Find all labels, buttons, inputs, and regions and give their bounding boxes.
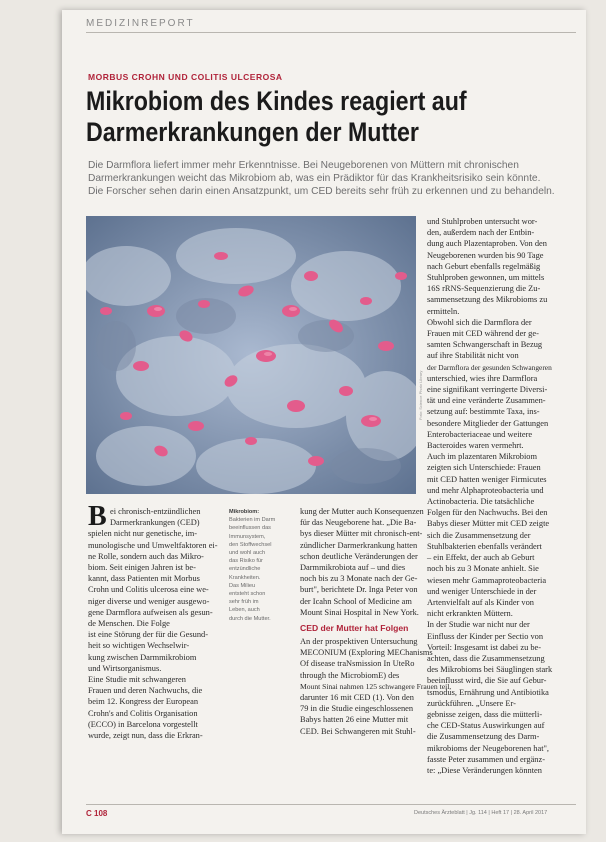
body-line: eine signifikant verringerte Diversi-	[427, 385, 548, 395]
body-line: der Icahn School of Medicine am	[300, 596, 412, 606]
body-line: Crohn und Colitis ulcerosa eine we-	[88, 585, 209, 595]
body-line: samten Schwangerschaft in Bezug	[427, 340, 543, 350]
body-line: Darmerkrankungen (CED)	[110, 518, 200, 528]
body-line: besondere Mitglieder der Gattungen	[427, 418, 549, 428]
microbiome-image	[86, 216, 416, 494]
body-line: tät und eine veränderte Zusammen-	[427, 396, 546, 406]
sidebar-line: und wohl auch	[229, 550, 266, 557]
body-line: spielen nicht nur genetische, im-	[88, 529, 198, 539]
body-line: und mehr Alphaproteobacteria und	[427, 485, 544, 495]
body-line: auf ihre Stabilität nicht von	[427, 351, 519, 361]
body-line: Of disease traNsmission In UteRo	[300, 659, 415, 669]
body-line: heit so wichtigen Wechselwir-	[88, 641, 190, 651]
body-line: – ein Effekt, der auch ab Geburt	[427, 553, 535, 563]
headline-line-1: Mikrobiom des Kindes reagiert auf	[86, 86, 467, 116]
body-line: An der prospektiven Untersuchung	[300, 637, 418, 647]
article-column-1	[88, 501, 218, 741]
body-line: achten, dass die Zusammensetzung	[427, 653, 545, 663]
body-line: für das Neugeborene hat. „Die Ba-	[300, 518, 417, 528]
body-line: und Wirtsorganismus.	[88, 663, 162, 673]
body-line: MECONIUM (Exploring MEChanisms	[300, 648, 433, 658]
body-line: ist eine Störung der für die Gesund-	[88, 630, 209, 640]
article-column-2	[300, 506, 452, 737]
body-line: wiesen mehr Gammaproteobacteria	[427, 575, 547, 585]
body-line: und Stuhlproben untersucht wor-	[427, 217, 538, 226]
lead-line: Die Forscher sehen darin einen Ansatzpunkt, um CED bereits sehr früh zu erkennen und zu behandeln.	[88, 186, 555, 197]
body-line: zurückführen. „Unsere Er-	[427, 698, 516, 708]
body-line: kannt, dass Patienten mit Morbus	[88, 574, 200, 584]
body-line: und weniger Unterschiede in der	[427, 586, 537, 596]
section-label: MEDIZINREPORT	[86, 18, 195, 29]
body-line: Obwohl sich die Darmflora der	[427, 317, 532, 327]
body-line: nach Geburt ebenfalls regelmäßig	[427, 261, 541, 271]
body-line: kung zwischen Darmmikrobiom	[88, 652, 197, 662]
headline-line-2: Darmerkrankungen der Mutter	[86, 117, 419, 147]
body-line: gene Darmflora aufweisen als gesun-	[88, 607, 213, 617]
body-line: tsmodus, Ernährung und Antibiotika	[427, 687, 549, 697]
body-line: Vorteil: Insgesamt ist dabei zu be-	[427, 642, 542, 652]
body-line: Crohn's and Colitis Organisation	[88, 708, 198, 718]
publication-source: Deutsches Ärzteblatt | Jg. 114 | Heft 17 | 28. April 2017	[414, 810, 548, 816]
body-line: burt", berichtete Dr. Inga Peter von	[300, 585, 418, 595]
article-column-3	[427, 216, 577, 776]
body-line: Einfluss der Kinder per Sectio von	[427, 631, 544, 641]
body-line: beeinflusst wird, die Sie auf Gebur-	[427, 676, 547, 686]
body-line: noch bis zu 3 Monate anhielt. Sie	[427, 564, 539, 574]
body-line: Stuhlbakterien ebenfalls verändert	[427, 541, 542, 551]
body-line: fasste Peter zusammen und ergänz-	[427, 754, 545, 764]
body-line: 16S rRNS-Sequenzierung die Zu-	[427, 284, 541, 294]
body-line: Neugeborenen wurden bis 90 Tage	[427, 250, 544, 260]
sidebar-line: das Risiko für	[229, 558, 263, 565]
body-line: mikrobioms der Neugeborenen hat",	[427, 743, 550, 753]
body-line: biom. Seit einigen Jahren ist be-	[88, 563, 196, 573]
body-line: Bacteroides waren vermehrt.	[427, 441, 524, 451]
body-line: unterschied, wies ihre Darmflora	[427, 373, 538, 383]
body-line: Stuhlproben gewonnen, um mittels	[427, 273, 545, 283]
lead-line: Darmerkrankungen weicht das Mikrobiom ab, was ein Prädiktor für das Krankheitsrisiko sein könnte.	[88, 173, 541, 184]
body-line: Auch im plazentaren Mikrobiom	[427, 452, 538, 462]
sidebar-line: Immunsystem,	[229, 533, 266, 540]
body-line: sammensetzung des Mikrobioms zu	[427, 295, 548, 305]
body-line: In der Studie war nicht nur der	[427, 620, 530, 630]
body-line: sich die Zusammensetzung der	[427, 530, 531, 540]
drop-cap: B	[88, 501, 107, 532]
caption-sidebar	[229, 508, 291, 623]
section-subheading: CED der Mutter hat Folgen	[300, 623, 409, 634]
body-line: gebnisse zeigen, dass die mütterli-	[427, 709, 543, 719]
body-line: zeigten sich Unterschiede: Frauen	[427, 463, 541, 473]
body-line: mit CED hatten weniger Firmicutes	[427, 474, 547, 484]
body-line: Babys dieser Mütter mit CED zeigte	[427, 519, 550, 529]
body-line: Enterobacteriaceae und weitere	[427, 429, 533, 439]
body-line: Folgen für den Nachwuchs. Bei den	[427, 508, 548, 518]
article-lead	[88, 159, 576, 198]
sidebar-line: den Stoffwechsel	[229, 541, 272, 548]
body-line: wurde, zeigt nun, dass die Erkran-	[88, 731, 203, 741]
body-line: ermitteln.	[427, 306, 460, 316]
body-line: die Zusammensetzung des Darm-	[427, 732, 540, 742]
sidebar-line: sehr früh im	[229, 599, 259, 606]
sidebar-line: Leben, auch	[229, 607, 260, 614]
body-line: setzung auf: bestimmte Taxa, ins-	[427, 407, 540, 417]
body-line: Eine Studie mit schwangeren	[88, 675, 186, 685]
article-kicker: MORBUS CROHN UND COLITIS ULCEROSA	[88, 72, 283, 82]
body-line: bys dieser Mütter mit chronisch-ent-	[300, 529, 423, 539]
footer-divider	[86, 804, 576, 805]
lead-line: Die Darmflora liefert immer mehr Erkenntnisse. Bei Neugeborenen von Müttern mit chronischen	[88, 160, 519, 171]
sidebar-line: durch die Mutter.	[229, 615, 271, 622]
body-line: ei chronisch-entzündlichen	[110, 507, 201, 516]
body-line: beim 12. Kongress der European	[88, 697, 199, 707]
section-divider	[86, 32, 576, 33]
body-line: through the MicrobiomE) des	[300, 670, 400, 680]
body-line: CED. Bei Schwangeren mit Stuhl-	[300, 726, 416, 736]
body-line: den, außerdem nach der Entbin-	[427, 228, 535, 238]
body-line: kung der Mutter auch Konsequenzen	[300, 507, 424, 516]
photo-credit: Foto: Science Photo Library	[418, 370, 423, 420]
body-line: darunter 16 mit CED (1). Von den	[300, 693, 414, 703]
body-line: der Darmflora der gesunden Schwangeren	[427, 362, 552, 372]
body-line: te: „Diese Veränderungen könnten	[427, 765, 542, 775]
body-line: des Mikrobioms bei Säuglingen stark	[427, 665, 553, 675]
page-number: C 108	[86, 809, 108, 818]
body-line: Actinobacteria. Die tatsächliche	[427, 497, 535, 507]
sidebar-title: Mikrobiom:	[229, 509, 260, 515]
body-line: (ECCO) in Barcelona vorgestellt	[88, 719, 198, 729]
body-line: niger diverse und weniger ausgewo-	[88, 596, 210, 606]
sidebar-line: Krankheiten.	[229, 574, 261, 581]
body-line: 79 in die Studie eingeschlossenen	[300, 704, 414, 714]
body-line: nicht erkrankten Müttern.	[427, 609, 513, 619]
body-line: Mount Sinai Hospital in New York.	[300, 607, 419, 617]
body-line: che CED-Status Auswirkungen auf	[427, 721, 545, 731]
sidebar-line: entzündliche	[229, 566, 261, 573]
microbiome-photo	[86, 216, 416, 494]
body-line: schon deutliche Veränderungen der	[300, 551, 418, 561]
body-line: Artenvielfalt auf als Kinder von	[427, 597, 534, 607]
body-line: Frauen und deren Nachwuchs, die	[88, 686, 203, 696]
body-line: ne Rolle, sondern auch das Mikro-	[88, 551, 204, 561]
body-line: munologische und Umweltfaktoren ei-	[88, 540, 218, 550]
article-headline	[86, 86, 490, 148]
body-line: Babys hatten 26 eine Mutter mit	[300, 715, 409, 725]
sidebar-line: Das Milieu	[229, 582, 256, 589]
sidebar-line: Bakterien im Darm	[229, 517, 276, 524]
body-line: Frauen mit CED während der ge-	[427, 329, 539, 339]
body-line: noch bis zu 3 Monate nach der Ge-	[300, 574, 418, 584]
body-line: zündlicher Darmerkrankung hatten	[300, 540, 418, 550]
body-line: de Menschen. Die Folge	[88, 619, 170, 629]
body-line: dung auch Plazentaproben. Von den	[427, 239, 547, 249]
sidebar-line: entsteht schon	[229, 591, 266, 598]
sidebar-line: beeinflussen das	[229, 525, 271, 532]
body-line: Mount Sinai nahmen 125 schwangere Frauen teil,	[300, 681, 452, 691]
body-line: Darmmikrobiota auf – und dies	[300, 563, 406, 573]
